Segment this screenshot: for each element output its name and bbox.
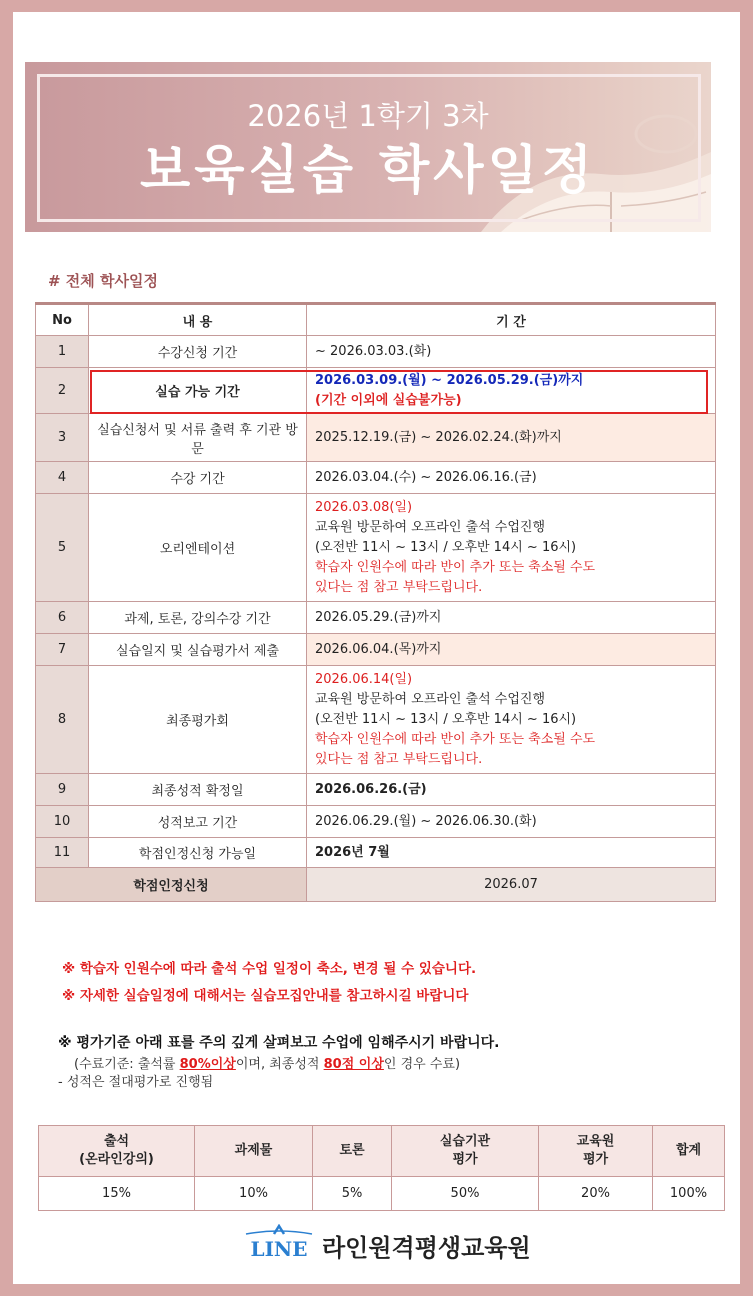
notice-schedule-change: ※ 학습자 인원수에 따라 출석 수업 일정이 축소, 변경 될 수 있습니다. [62, 961, 477, 977]
evaluation-absolute-note: - 성적은 절대평가로 진행됨 [58, 1075, 214, 1090]
criteria-prefix: (수료기준: 출석률 [74, 1057, 180, 1072]
grade-header-attendance [39, 1126, 195, 1177]
row-content: 과제, 토론, 강의수강 기간 [89, 602, 307, 634]
table-row [36, 634, 716, 666]
final-eval-date: 2026.06.14(일) [315, 671, 413, 687]
row-no: 3 [36, 414, 89, 462]
row-no: 4 [36, 462, 89, 494]
row-period [307, 494, 716, 602]
row-period: 2026.05.29.(금)까지 [307, 602, 716, 634]
row-period: 2026.06.04.(목)까지 [307, 634, 716, 666]
header-line: 출석 [103, 1134, 130, 1149]
practice-period-note: (기간 이외에 실습불가능) [315, 392, 462, 408]
notice-see-guide: ※ 자세한 실습일정에 대해서는 실습모집안내를 참고하시길 바랍니다 [62, 988, 469, 1004]
row-no: 8 [36, 666, 89, 774]
header-line: 토론 [339, 1143, 365, 1158]
row-period: 2026.03.04.(수) ~ 2026.06.16.(금) [307, 462, 716, 494]
section-title: # 전체 학사일정 [48, 272, 158, 290]
grade-values-row [39, 1177, 725, 1211]
row-content: 수강 기간 [89, 462, 307, 494]
row-period: 2026.06.29.(월) ~ 2026.06.30.(화) [307, 806, 716, 838]
header-line: 실습기관 [439, 1134, 491, 1149]
line-logo-icon [244, 1224, 314, 1260]
table-row [36, 462, 716, 494]
row-period [307, 336, 716, 368]
period-text: ~ 2026.03.03.(화) [315, 343, 432, 359]
orientation-times: (오전반 11시 ~ 13시 / 오후반 14시 ~ 16시) [315, 539, 577, 555]
row-content: 수강신청 기간 [89, 336, 307, 368]
final-eval-desc: 교육원 방문하여 오프라인 출석 수업진행 [315, 691, 546, 707]
score-requirement: 80점 이상 [323, 1057, 384, 1072]
final-value: 2026.07 [307, 868, 716, 902]
table-row [36, 774, 716, 806]
grade-header-institution-eval [392, 1126, 539, 1177]
row-period: 2026.06.26.(금) [307, 774, 716, 806]
practice-period-dates: 2026.03.09.(월) ~ 2026.05.29.(금)까지 [315, 372, 584, 388]
orientation-date: 2026.03.08(일) [315, 499, 413, 515]
orientation-desc: 교육원 방문하여 오프라인 출석 수업진행 [315, 519, 546, 535]
grade-value: 15% [39, 1177, 195, 1211]
grade-value: 10% [195, 1177, 313, 1211]
logo-text: 라인원격평생교육원 [322, 1234, 531, 1262]
table-row [36, 336, 716, 368]
row-no: 2 [36, 368, 89, 414]
row-content: 최종평가회 [89, 666, 307, 774]
row-no: 10 [36, 806, 89, 838]
orientation-note-2: 있다는 점 참고 부탁드립니다. [315, 579, 483, 595]
final-eval-times: (오전반 11시 ~ 13시 / 오후반 14시 ~ 16시) [315, 711, 577, 727]
row-period: 2026년 7월 [307, 838, 716, 868]
svg-text:LINE: LINE [250, 1237, 308, 1260]
table-row [36, 602, 716, 634]
title-banner [25, 62, 711, 232]
row-no: 6 [36, 602, 89, 634]
table-row [36, 838, 716, 868]
row-content: 최종성적 확정일 [89, 774, 307, 806]
row-period: 2025.12.19.(금) ~ 2026.02.24.(화)까지 [307, 414, 716, 462]
row-content: 학점인정신청 가능일 [89, 838, 307, 868]
final-label: 학점인정신청 [36, 868, 307, 902]
row-content: 실습신청서 및 서류 출력 후 기관 방문 [89, 414, 307, 462]
header-content: 내 용 [89, 304, 307, 336]
row-no: 5 [36, 494, 89, 602]
header-line: 평가 [582, 1152, 609, 1167]
table-row [36, 414, 716, 462]
table-row [36, 806, 716, 838]
row-period [307, 666, 716, 774]
header-period: 기 간 [307, 304, 716, 336]
orientation-note-1: 학습자 인원수에 따라 반이 추가 또는 축소될 수도 [315, 559, 596, 575]
final-eval-note-1: 학습자 인원수에 따라 반이 추가 또는 축소될 수도 [315, 731, 596, 747]
grade-value: 100% [653, 1177, 725, 1211]
highlight-box [90, 370, 708, 414]
grade-table [38, 1125, 725, 1211]
table-row [36, 494, 716, 602]
grade-header-assignment [195, 1126, 313, 1177]
header-line: (온라인강의) [79, 1152, 154, 1167]
table-row [36, 666, 716, 774]
header-no: No [36, 304, 89, 336]
header-line: 평가 [452, 1152, 478, 1167]
row-no: 9 [36, 774, 89, 806]
grade-value: 50% [392, 1177, 539, 1211]
final-row [36, 868, 716, 902]
grade-value: 5% [313, 1177, 392, 1211]
evaluation-heading: ※ 평가기준 아래 표를 주의 깊게 살펴보고 수업에 임해주시기 바랍니다. [58, 1035, 500, 1051]
header-line: 과제물 [234, 1143, 273, 1158]
row-content: 성적보고 기간 [89, 806, 307, 838]
row-no: 7 [36, 634, 89, 666]
criteria-suffix: 인 경우 수료) [383, 1057, 461, 1072]
banner-subtitle: 2026년 1학기 3차 [247, 99, 489, 133]
grade-value: 20% [539, 1177, 653, 1211]
header-line: 교육원 [576, 1134, 615, 1149]
row-no: 11 [36, 838, 89, 868]
banner-title: 보육실습 학사일정 [140, 141, 596, 201]
grade-header-total [653, 1126, 725, 1177]
row-no: 1 [36, 336, 89, 368]
criteria-mid: 이며, 최종성적 [235, 1057, 324, 1072]
header-line: 합계 [675, 1143, 702, 1158]
row-content: 실습일지 및 실습평가서 제출 [89, 634, 307, 666]
grade-header-center-eval [539, 1126, 653, 1177]
evaluation-criteria [74, 1053, 460, 1072]
grade-header-discussion [313, 1126, 392, 1177]
row-content: 실습 가능 기간 [89, 368, 307, 414]
row-content: 오리엔테이션 [89, 494, 307, 602]
final-eval-note-2: 있다는 점 참고 부탁드립니다. [315, 751, 483, 767]
attendance-requirement: 80%이상 [179, 1057, 236, 1072]
footer-logo [244, 1222, 544, 1262]
